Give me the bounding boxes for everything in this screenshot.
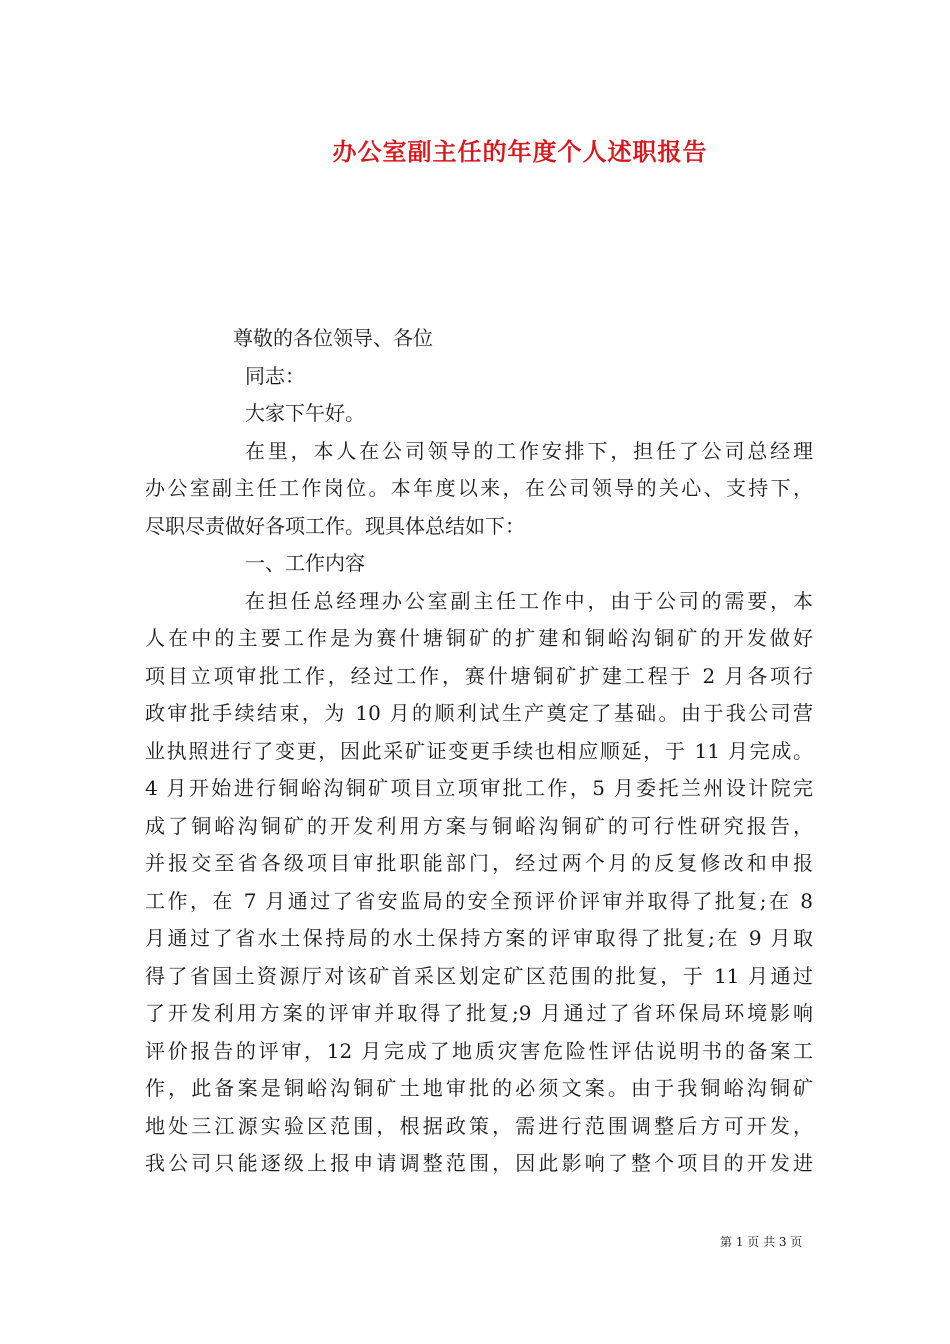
paragraph-line: 政审批手续结束，为 10 月的顺利试生产奠定了基础。由于我公司营 xyxy=(145,701,813,725)
paragraph-line: 工作，在 7 月通过了省安监局的安全预评价评审并取得了批复;在 8 xyxy=(145,888,813,913)
paragraph-line: 办公室副主任工作岗位。本年度以来，在公司领导的关心、支持下， xyxy=(145,476,813,500)
paragraph-line: 并报交至省各级项目审批职能部门，经过两个月的反复修改和申报 xyxy=(145,851,813,875)
paragraph-line: 在担任总经理办公室副主任工作中，由于公司的需要，本 xyxy=(245,588,813,613)
greeting-line: 大家下午好。 xyxy=(245,401,365,425)
document-title: 办公室副主任的年度个人述职报告 xyxy=(332,137,708,166)
paragraph-line: 作，此备案是铜峪沟铜矿土地审批的必须文案。由于我铜峪沟铜矿 xyxy=(145,1076,813,1100)
paragraph-line: 成了铜峪沟铜矿的开发利用方案与铜峪沟铜矿的可行性研究报告， xyxy=(145,813,813,838)
paragraph-line: 尽职尽责做好各项工作。现具体总结如下： xyxy=(145,513,525,538)
paragraph-line: 业执照进行了变更，因此采矿证变更手续也相应顺延，于 11 月完成。 xyxy=(145,738,813,763)
paragraph-line: 评价报告的评审，12 月完成了地质灾害危险性评估说明书的备案工 xyxy=(145,1038,813,1063)
section-heading: 一、工作内容 xyxy=(245,551,365,575)
salutation-line: 同志： xyxy=(245,363,305,388)
page-number-footer: 第 1 页 共 3 页 xyxy=(720,1235,803,1249)
paragraph-line: 了开发利用方案的评审并取得了批复;9 月通过了省环保局环境影响 xyxy=(145,1001,813,1025)
paragraph-line: 在里，本人在公司领导的工作安排下，担任了公司总经理 xyxy=(245,438,813,463)
paragraph-line: 4 月开始进行铜峪沟铜矿项目立项审批工作，5 月委托兰州设计院完 xyxy=(145,776,813,800)
document-body xyxy=(145,320,813,1183)
paragraph-line: 人在中的主要工作是为赛什塘铜矿的扩建和铜峪沟铜矿的开发做好 xyxy=(145,626,813,650)
paragraph-line: 我公司只能逐级上报申请调整范围，因此影响了整个项目的开发进 xyxy=(145,1151,813,1175)
paragraph-line: 得了省国土资源厅对该矿首采区划定矿区范围的批复，于 11 月通过 xyxy=(145,963,813,988)
salutation-line: 尊敬的各位领导、各位 xyxy=(233,326,433,350)
paragraph-line: 月通过了省水土保持局的水土保持方案的评审取得了批复;在 9 月取 xyxy=(145,926,813,950)
paragraph-line: 地处三江源实验区范围，根据政策，需进行范围调整后方可开发， xyxy=(145,1113,813,1138)
paragraph-line: 项目立项审批工作，经过工作，赛什塘铜矿扩建工程于 2 月各项行 xyxy=(145,663,813,688)
